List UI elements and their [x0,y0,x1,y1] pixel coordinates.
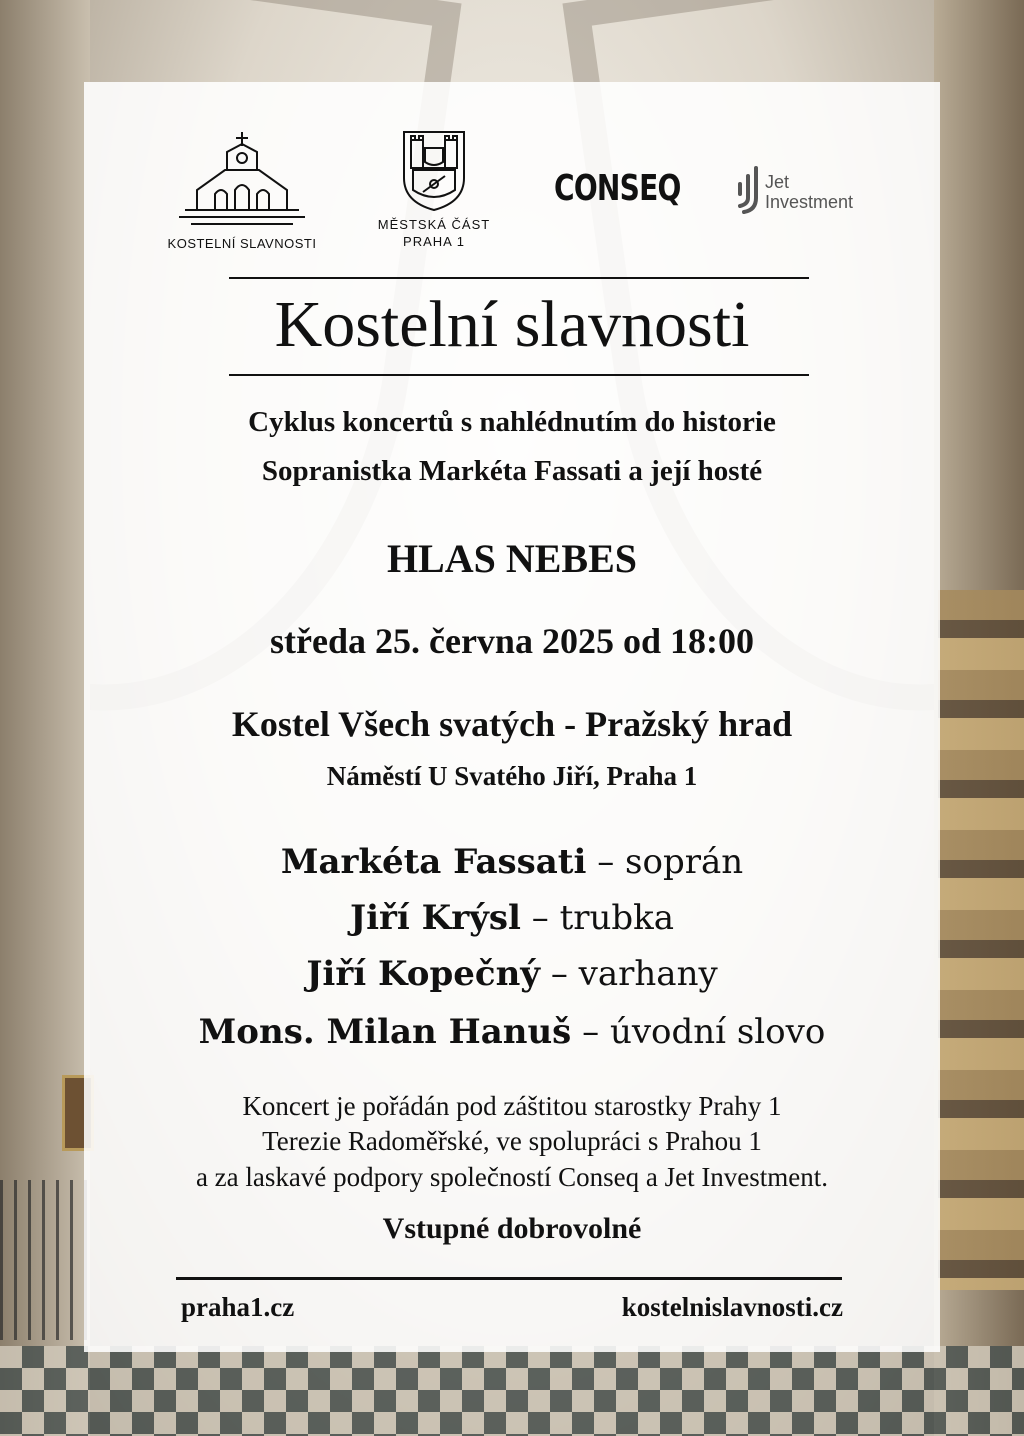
footer-rule [176,1277,842,1280]
performer-role: varhany [578,954,718,994]
performer-dash: – [582,1012,600,1052]
concert-name: HLAS NEBES [386,536,638,581]
performer-name: Jiří Krýsl [349,898,521,938]
coat-of-arms-icon [399,130,469,212]
performer-line [84,835,940,889]
patronage-note-line: Terezie Radoměřské, ve spolupráci s Prahou 1 [262,1126,762,1156]
performer-dash: – [550,954,568,994]
kostelni-slavnosti-logo [152,130,332,251]
partner-logos [84,82,940,262]
jet-investment-logo [736,164,886,220]
footer-link-praha1[interactable]: praha1.cz [181,1292,295,1322]
admission-note: Vstupné dobrovolné [382,1212,642,1245]
church-icon [177,130,307,230]
iron-railing [0,1180,90,1340]
concert-venue: Kostel Všech svatých - Pražský hrad [231,704,793,744]
performer-role: trubka [559,898,675,938]
performer-line [84,947,940,1001]
performer-dash: – [531,898,549,938]
mestska-cast-caption-line-1: MĚSTSKÁ ČÁST [377,217,491,232]
title-rule-bottom [229,374,809,376]
jet-investment-line-2: Investment [765,192,854,212]
jet-investment-line-1: Jet [765,172,790,192]
performer-name: Jiří Kopečný [306,954,541,994]
poster-card [84,82,940,1352]
concert-date: středa 25. června 2025 od 18:00 [270,621,754,661]
performer-line [84,1005,940,1059]
performer-line [84,891,940,945]
patronage-note-line: a za laskavé podpory společností Conseq a Jet Investment. [195,1162,829,1192]
jet-investment-mark-icon [736,164,762,216]
title-rule-top [229,277,809,279]
venue-address: Náměstí U Svatého Jiří, Praha 1 [326,761,698,791]
mestska-cast-praha-1-logo [364,130,504,250]
mestska-cast-caption [364,216,504,250]
conseq-logo: CONSEQ [554,168,681,209]
subtitle-performer: Sopranistka Markéta Fassati a její hosté [261,455,763,487]
performer-name: Mons. Milan Hanuš [198,1012,572,1052]
patronage-note-line: Koncert je pořádán pod záštitou starostky Prahy 1 [242,1091,782,1121]
performer-role: úvodní slovo [609,1012,826,1052]
mestska-cast-caption-line-2: PRAHA 1 [403,234,465,249]
baroque-altar [938,590,1024,1290]
performer-name: Markéta Fassati [280,842,587,882]
jet-investment-wordmark [765,172,853,212]
footer-link-kostelnislavnosti[interactable]: kostelnislavnosti.cz [621,1292,843,1322]
performer-role: soprán [625,842,744,882]
page-title: Kostelní slavnosti [274,288,750,361]
kostelni-slavnosti-logo-caption: KOSTELNÍ SLAVNOSTI [167,236,317,251]
checkered-floor [0,1346,1024,1436]
performer-dash: – [597,842,615,882]
subtitle-series: Cyklus koncertů s nahlédnutím do historie [248,406,776,438]
